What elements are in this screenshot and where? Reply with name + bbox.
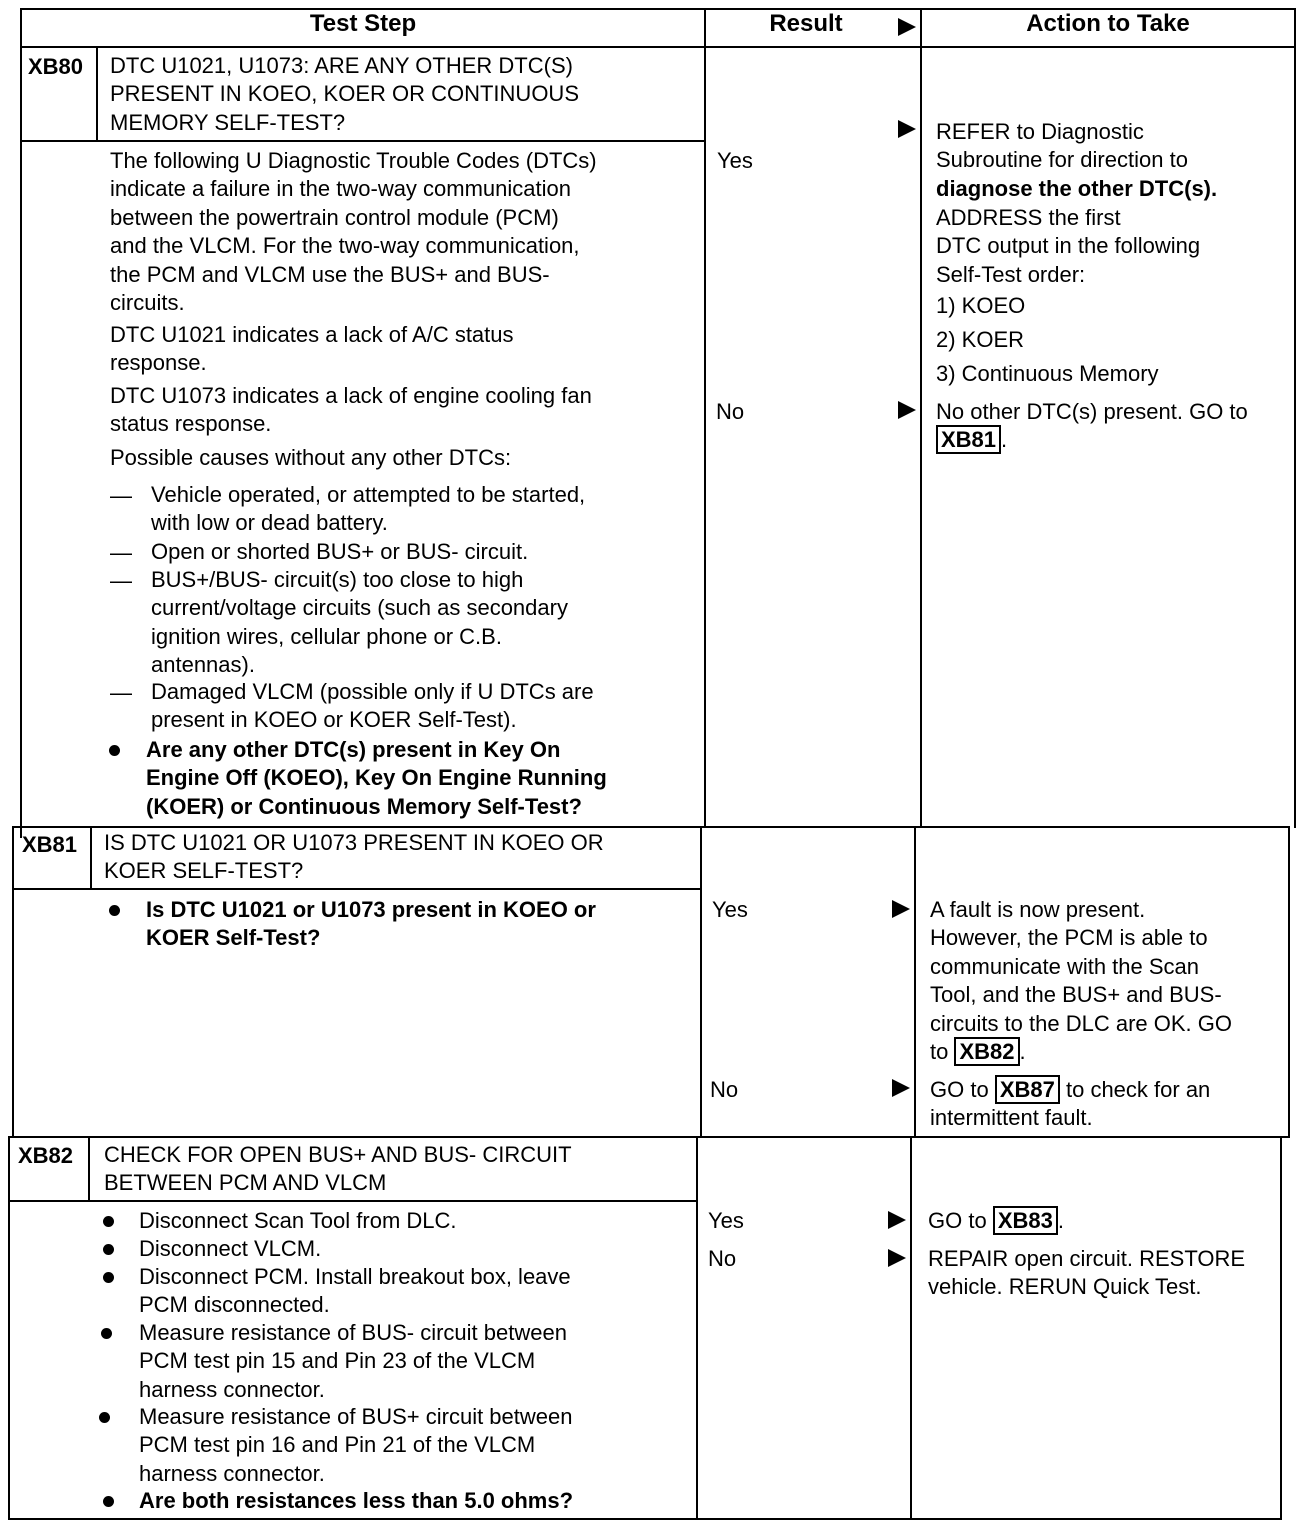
xb82-step: Measure resistance of BUS+ circuit between PCM test pin 16 and Pin 21 of the VLCM harness connector. xyxy=(139,1404,573,1486)
dash-icon: — xyxy=(110,483,132,508)
xb81-top-border xyxy=(12,826,1290,828)
xb80-title-bottom xyxy=(20,140,706,142)
xb81-question: Is DTC U1021 or U1073 present in KOEO or KOER Self-Test? xyxy=(146,897,596,951)
xb80-step-id: XB80 xyxy=(28,54,84,79)
xb81-id-border xyxy=(90,826,92,888)
xb83-link[interactable]: XB83 xyxy=(993,1206,1058,1235)
bullet-icon xyxy=(101,1328,112,1339)
xb82-result-no: No xyxy=(708,1246,737,1271)
xb80-no-action: No other DTC(s) present. GO to XB81 . xyxy=(936,399,1248,453)
xb81-yes-action: A fault is now present. However, the PCM is able to communicate with the Scan Tool, and the BUS+ and BUS- circuits to the DLC are OK. GO to XB82 . xyxy=(930,897,1232,1065)
table-right-border-bottom xyxy=(1280,1136,1282,1520)
cause-item: Damaged VLCM (possible only if U DTCs are present in KOEO or KOER Self-Test). xyxy=(151,679,594,733)
xb80-title: DTC U1021, U1073: ARE ANY OTHER DTC(S) PRESENT IN KOEO, KOER OR CONTINUOUS MEMORY SELF-TEST? xyxy=(110,53,579,135)
result-column-border-lower xyxy=(700,826,702,1136)
dash-icon: — xyxy=(110,568,132,593)
xb82-step: Disconnect PCM. Install breakout box, leave PCM disconnected. xyxy=(139,1264,571,1318)
xb81-title: IS DTC U1021 OR U1073 PRESENT IN KOEO OR KOER SELF-TEST? xyxy=(104,830,604,884)
bullet-icon xyxy=(103,1216,114,1227)
cause-item: Vehicle operated, or attempted to be started, with low or dead battery. xyxy=(151,482,586,536)
dash-icon: — xyxy=(110,540,132,565)
xb82-result-yes: Yes xyxy=(708,1208,744,1233)
table-left-border-bottom xyxy=(8,1136,10,1520)
xb82-step: Disconnect Scan Tool from DLC. xyxy=(139,1208,457,1233)
arrow-icon xyxy=(888,1211,906,1229)
xb80-causes-heading: Possible causes without any other DTCs: xyxy=(110,445,512,470)
bullet-icon xyxy=(109,745,120,756)
xb82-step: Disconnect VLCM. xyxy=(139,1236,322,1261)
xb87-link[interactable]: XB87 xyxy=(995,1075,1060,1104)
header-test-step: Test Step xyxy=(309,10,417,37)
xb82-step: Measure resistance of BUS- circuit between PCM test pin 15 and Pin 23 of the VLCM harness connector. xyxy=(139,1320,567,1402)
xb80-question: Are any other DTC(s) present in Key On Engine Off (KOEO), Key On Engine Running (KOER) or Continuous Memory Self-Test? xyxy=(146,737,607,819)
cause-item: BUS+/BUS- circuit(s) too close to high current/voltage circuits (such as secondary ignition wires, cellular phone or C.B. antennas). xyxy=(151,567,568,678)
action-column-border-lower xyxy=(914,826,916,1136)
xb82-link[interactable]: XB82 xyxy=(954,1037,1019,1066)
table-bottom-border xyxy=(8,1518,1282,1520)
xb82-no-action: REPAIR open circuit. RESTORE vehicle. RERUN Quick Test. xyxy=(928,1246,1246,1300)
bullet-icon xyxy=(103,1496,114,1507)
cause-item: Open or shorted BUS+ or BUS- circuit. xyxy=(151,539,529,564)
xb80-order-2: 2) KOER xyxy=(936,327,1025,352)
bullet-icon xyxy=(103,1272,114,1283)
table-right-border xyxy=(1294,8,1296,828)
xb82-step-id: XB82 xyxy=(18,1143,74,1168)
xb81-result-no: No xyxy=(710,1077,739,1102)
table-left-border-lower xyxy=(12,826,14,1138)
header-arrow-icon xyxy=(898,18,916,36)
xb82-yes-action: GO to XB83 . xyxy=(928,1208,1064,1233)
xb80-order-1: 1) KOEO xyxy=(936,293,1026,318)
xb80-u1073-note: DTC U1073 indicates a lack of engine cooling fan status response. xyxy=(110,383,592,437)
arrow-icon xyxy=(888,1249,906,1267)
arrow-icon xyxy=(892,1079,910,1097)
xb80-order-3: 3) Continuous Memory xyxy=(936,361,1159,386)
table-right-border-lower xyxy=(1288,826,1290,1136)
xb82-question: Are both resistances less than 5.0 ohms? xyxy=(139,1488,574,1513)
xb80-yes-action: REFER to Diagnostic Subroutine for direction to diagnose the other DTC(s). xyxy=(936,119,1218,201)
arrow-icon xyxy=(892,900,910,918)
xb82-top-border xyxy=(8,1136,1290,1138)
xb81-step-id: XB81 xyxy=(22,832,78,857)
result-column-border-bottom xyxy=(696,1136,698,1520)
xb82-id-border xyxy=(88,1136,90,1200)
xb80-u1021-note: DTC U1021 indicates a lack of A/C status response. xyxy=(110,322,514,376)
xb81-link[interactable]: XB81 xyxy=(936,425,1001,454)
xb80-address-note: ADDRESS the first DTC output in the following Self-Test order: xyxy=(936,205,1201,287)
xb81-no-action: GO to XB87 to check for an intermittent fault. xyxy=(930,1077,1211,1131)
action-column-border xyxy=(920,8,922,828)
bullet-icon xyxy=(109,905,120,916)
xb80-description: The following U Diagnostic Trouble Codes (DTCs) indicate a failure in the two-way communication between the powertrain control module (PCM) and the VLCM. For the two-way communication, the PCM and VLCM use the BUS+ and BUS- circuits. xyxy=(110,148,597,316)
xb81-title-bottom xyxy=(12,888,702,890)
header-result: Result xyxy=(769,10,843,37)
xb80-result-yes: Yes xyxy=(717,148,753,173)
arrow-icon xyxy=(898,120,916,138)
table-left-border xyxy=(20,8,22,838)
header-bottom-border xyxy=(20,46,1296,48)
dash-icon: — xyxy=(110,680,132,705)
action-column-border-bottom xyxy=(910,1136,912,1520)
result-column-border xyxy=(704,8,706,828)
xb80-id-border xyxy=(96,46,98,140)
arrow-icon xyxy=(898,401,916,419)
xb81-result-yes: Yes xyxy=(712,897,748,922)
bullet-icon xyxy=(99,1412,110,1423)
xb82-title: CHECK FOR OPEN BUS+ AND BUS- CIRCUIT BETWEEN PCM AND VLCM xyxy=(104,1142,572,1196)
xb82-title-bottom xyxy=(8,1200,698,1202)
bullet-icon xyxy=(103,1244,114,1255)
header-action: Action to Take xyxy=(1026,10,1190,37)
xb80-result-no: No xyxy=(716,399,745,424)
